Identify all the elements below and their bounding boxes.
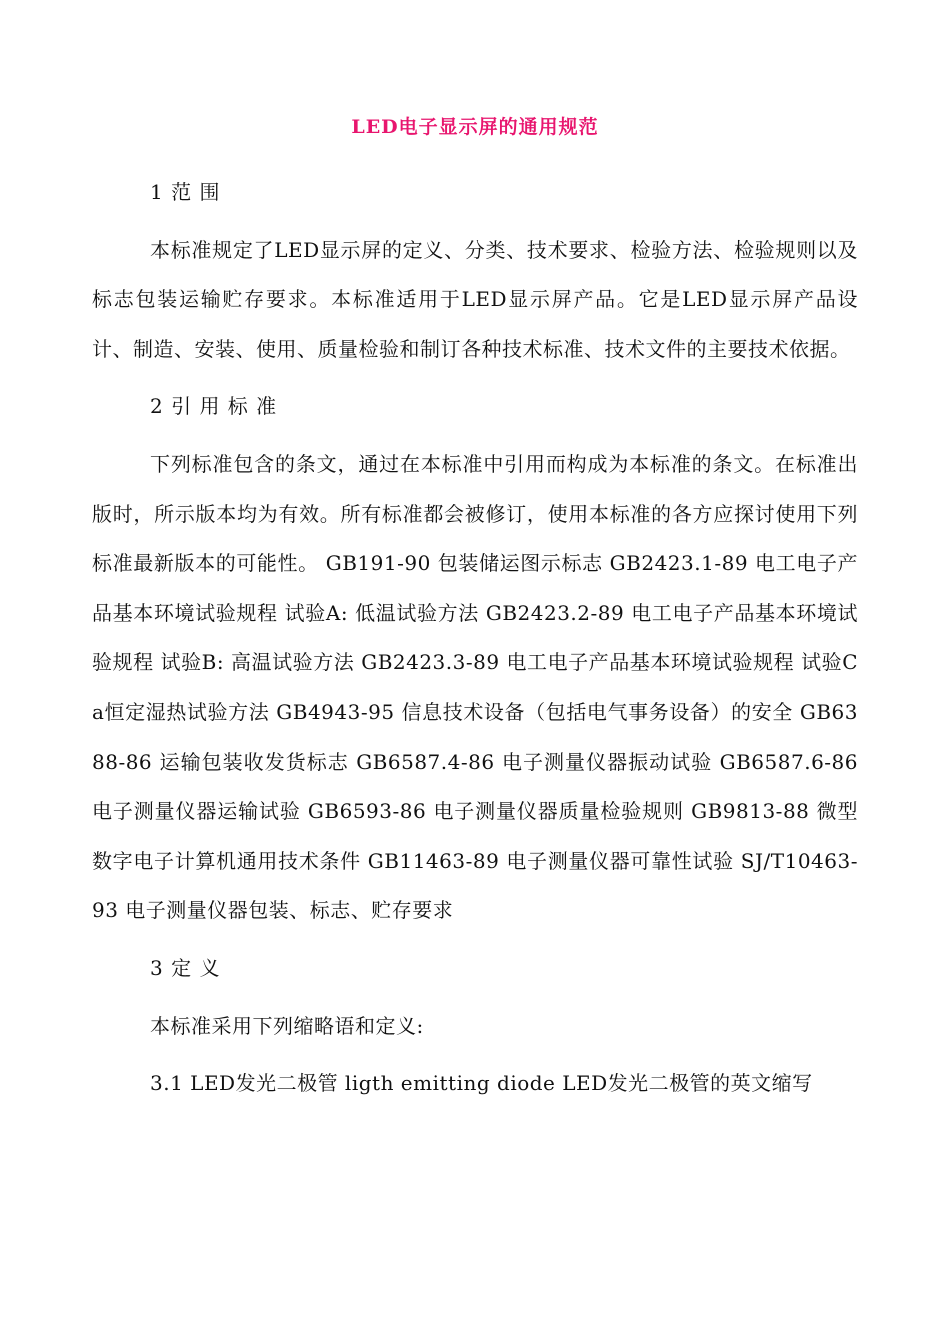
section-2-paragraph: 下列标准包含的条文，通过在本标准中引用而构成为本标准的条文。在标准出版时，所示版本均为有效。所有标准都会被修订，使用本标准的各方应探讨使用下列标准最新版本的可能性。 GB191-90 包装储运图示标志 GB2423.1-89 电工电子产品基本环境试验规程 试验A: 低温试验方法 GB2423.2-89 电工电子产品基本环境试验规程 试验B: 高温试验方法 GB2423.3-89 电工电子产品基本环境试验规程 试验Ca恒定湿热试验方法 GB4943-95 信息技术设备（包括电气事务设备）的安全 GB6388-86 运输包装收发货标志 GB6587.4-86 电子测量仪器振动试验 GB6587.6-86 电子测量仪器运输试验 GB6593-86 电子测量仪器质量检验规则 GB9813-88 微型数字电子计算机通用技术条件 GB11463-89 电子测量仪器可靠性试验 SJ/T10463-93 电子测量仪器包装、标志、贮存要求 — [92, 451, 858, 923]
section-3-heading: 3 定 义 — [150, 955, 221, 980]
document-title: LED电子显示屏的通用规范 — [351, 116, 599, 138]
section-1-paragraph: 本标准规定了LED显示屏的定义、分类、技术要求、检验方法、检验规则以及标志包装运输贮存要求。本标准适用于LED显示屏产品。它是LED显示屏产品设计、制造、安装、使用、质量检验和制订各种技术标准、技术文件的主要技术依据。 — [92, 237, 858, 361]
section-1-heading: 1 范 围 — [150, 180, 221, 204]
section-3-intro: 本标准采用下列缩略语和定义: — [150, 1013, 424, 1038]
document-body — [92, 168, 858, 1109]
section-2-heading: 2 引 用 标 准 — [150, 394, 278, 419]
section-3-1-definition: 3.1 LED发光二极管 ligth emitting diode LED发光二极管的英文缩写 — [150, 1071, 813, 1096]
